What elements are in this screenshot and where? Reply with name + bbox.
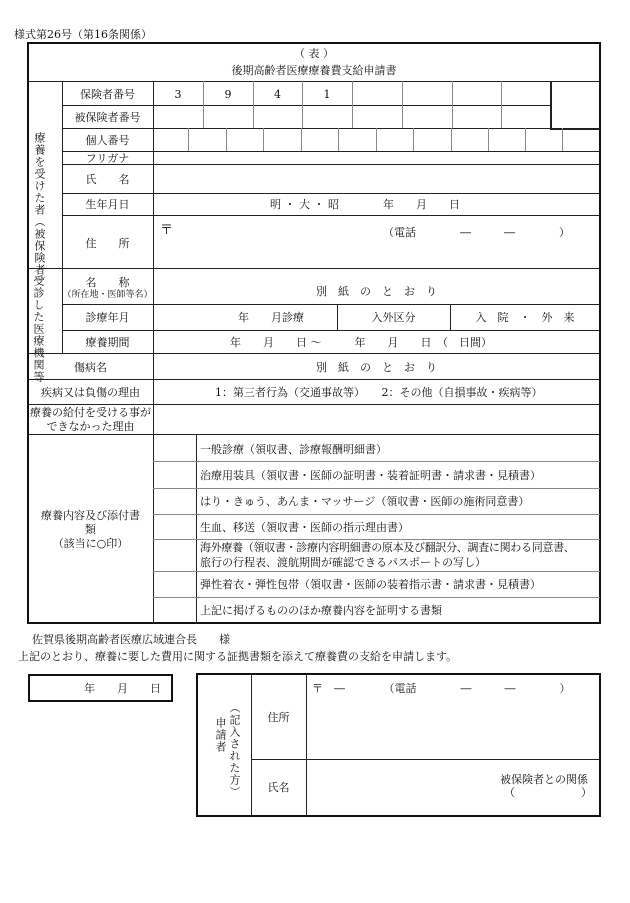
visit-label: 診療年月	[85, 311, 130, 324]
insurer-digit-1: 3	[174, 88, 182, 101]
cause-value: 1：第三者行為（交通事故等） 2：その他（自損事故・疾病等）	[215, 386, 543, 399]
institution-name-label: 名 称	[85, 276, 130, 289]
attachment-item: 上記に掲げるもののほか療養内容を証明する書類	[200, 604, 442, 617]
applicant-sub-label: （記入された方）	[228, 702, 241, 798]
birth-value: 明 ・ 大 ・ 昭 年 月 日	[270, 198, 460, 211]
insured-number-label: 被保険者番号	[74, 111, 141, 124]
applicant-name-label: 氏名	[267, 781, 290, 794]
applicant-address-line: 〒 ― （電話 ― ― ）	[312, 682, 571, 695]
form-number: 様式第26号（第16条関係）	[14, 28, 152, 41]
period-label: 療養期間	[85, 336, 130, 349]
cause-label: 疾病又は負傷の理由	[41, 386, 140, 399]
address-label: 住 所	[85, 237, 130, 250]
phone-text: （電話 ― ― ）	[383, 226, 570, 239]
attachment-item: 弾性着衣・弾性包帯（領収書・医師の装着指示書・請求書・見積書）	[200, 578, 541, 591]
date-value: 年 月 日	[84, 682, 161, 695]
form-side: （ 表 ）	[294, 47, 334, 60]
applicant-address-label: 住所	[267, 711, 290, 724]
inout-label: 入外区分	[371, 311, 416, 324]
birth-label: 生年月日	[85, 198, 130, 211]
institution-name-sublabel: （所在地・医師等名）	[62, 290, 153, 300]
insurer-number-label: 保険者番号	[80, 88, 135, 101]
attachments-label-line1: 療養内容及び添付書	[41, 509, 140, 522]
addressee: 佐賀県後期高齢者医療広域連合長 様	[32, 633, 230, 646]
relation-paren: （ ）	[504, 786, 592, 799]
attachment-item: 一般診療（領収書、診療報酬明細書）	[200, 443, 387, 456]
attachments-label-line2: 類	[85, 523, 96, 536]
attachment-item: 治療用装具（領収書・医師の証明書・装着証明書・請求書・見積書）	[200, 469, 541, 482]
my-number-label: 個人番号	[85, 134, 130, 147]
institution-name-value: 別 紙 の と お り	[316, 285, 437, 298]
disease-label: 傷病名	[74, 361, 107, 374]
institution-group-label: 受診した医療機関等	[32, 275, 45, 383]
insured-group-label: 療養を受けた者（被保険者）	[33, 132, 46, 288]
reason-label-line1: 療養の給付を受ける事が	[30, 406, 151, 419]
disease-value: 別 紙 の と お り	[316, 361, 437, 374]
applicant-group-label: 申請者	[214, 717, 227, 753]
attachment-item: 旅行の行程表、渡航期間が確認できるパスポートの写し）	[200, 556, 486, 569]
postal-mark: 〒	[160, 223, 174, 238]
relation-label: 被保険者との関係	[500, 773, 588, 786]
reason-label-line2: できなかった理由	[46, 420, 135, 433]
visit-value: 年 月診療	[238, 311, 304, 324]
declaration: 上記のとおり、療養に要した費用に関する証拠書類を添えて療養費の支給を申請します。	[18, 650, 458, 663]
attachment-item: 海外療養（領収書・診療内容明細書の原本及び翻訳分、調査に関わる同意書、	[200, 541, 575, 554]
furigana-label: フリガナ	[85, 152, 130, 165]
attachment-item: 生血、移送（領収書・医師の指示理由書）	[200, 521, 409, 534]
insurer-digit-2: 9	[224, 88, 232, 101]
attachment-item: はり・きゅう、あんま・マッサージ（領収書・医師の施術同意書）	[200, 495, 530, 508]
form-title: 後期高齢者医療療養費支給申請書	[231, 64, 397, 77]
insurer-digit-4: 1	[323, 88, 331, 101]
inout-value: 入 院 ・ 外 来	[475, 311, 575, 324]
attachments-label-line3: （該当に○印）	[52, 537, 129, 550]
insurer-digit-3: 4	[274, 88, 281, 101]
name-label: 氏 名	[85, 173, 130, 186]
period-value: 年 月 日 ～ 年 月 日 （ 日間）	[230, 336, 492, 349]
